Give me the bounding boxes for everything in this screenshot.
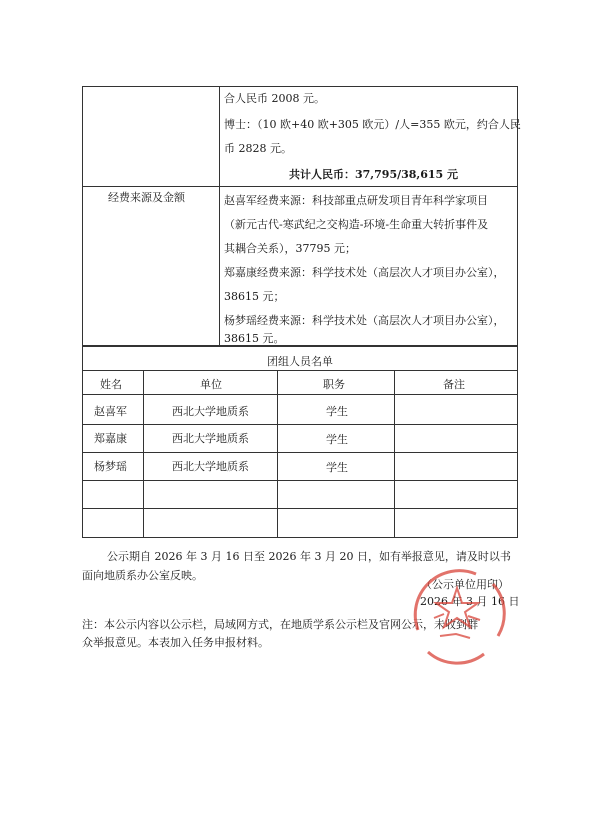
cost-total: 共计人民币：37,795/38,615 元 — [289, 168, 459, 181]
row-1-role: 学生 — [326, 405, 348, 418]
funding-line-2: （新元古代-寒武纪之交构造-环境-生命重大转折事件及 — [224, 218, 489, 231]
sign-label: （公示单位用印） — [421, 578, 509, 591]
row-3-role: 学生 — [326, 461, 348, 474]
funding-line-7: 38615 元。 — [224, 332, 285, 345]
funding-line-5: 38615 元； — [224, 290, 285, 303]
row-3-unit: 西北大学地质系 — [172, 460, 249, 473]
footnote-line-1: 注：本公示内容以公示栏，局域网方式，在地质学系公示栏及官网公示，未收到群 — [82, 618, 478, 631]
notice-line-2: 面向地质系办公室反映。 — [82, 569, 203, 582]
row-2-unit: 西北大学地质系 — [172, 432, 249, 445]
footnote-line-2: 众举报意见。本表加入任务申报材料。 — [82, 636, 269, 649]
sign-date: 2026 年 3 月 16 日 — [420, 595, 520, 608]
notice-line-1: 公示期自 2026 年 3 月 16 日至 2026 年 3 月 20 日，如有举报意见，请及时以书 — [107, 550, 511, 563]
header-name: 姓名 — [100, 378, 122, 391]
members-title: 团组人员名单 — [267, 355, 333, 368]
funding-line-1: 赵喜军经费来源：科技部重点研发项目青年科学家项目 — [224, 194, 488, 207]
funding-line-3: 其耦合关系），37795 元； — [224, 242, 356, 255]
funding-line-6: 杨梦瑶经费来源：科学技术处（高层次人才项目办公室）， — [224, 314, 505, 327]
cost-line-2: 博士：（10 欧+40 欧+305 欧元）/人=355 欧元，约合人民 — [224, 118, 521, 131]
row-1-unit: 西北大学地质系 — [172, 405, 249, 418]
row-1-name: 赵喜军 — [94, 405, 127, 418]
header-unit: 单位 — [200, 378, 222, 391]
row-2-role: 学生 — [326, 433, 348, 446]
official-seal-icon — [398, 556, 516, 674]
cost-line-1: 合人民币 2008 元。 — [224, 92, 325, 105]
members-table — [82, 346, 518, 538]
row-3-name: 杨梦瑶 — [94, 460, 127, 473]
header-role: 职务 — [323, 378, 345, 391]
row-2-name: 郑嘉康 — [94, 432, 127, 445]
funding-label: 经费来源及金额 — [108, 191, 185, 204]
header-remark: 备注 — [443, 378, 465, 391]
funding-line-4: 郑嘉康经费来源：科学技术处（高层次人才项目办公室）， — [224, 266, 505, 279]
cost-line-3: 币 2828 元。 — [224, 142, 292, 155]
